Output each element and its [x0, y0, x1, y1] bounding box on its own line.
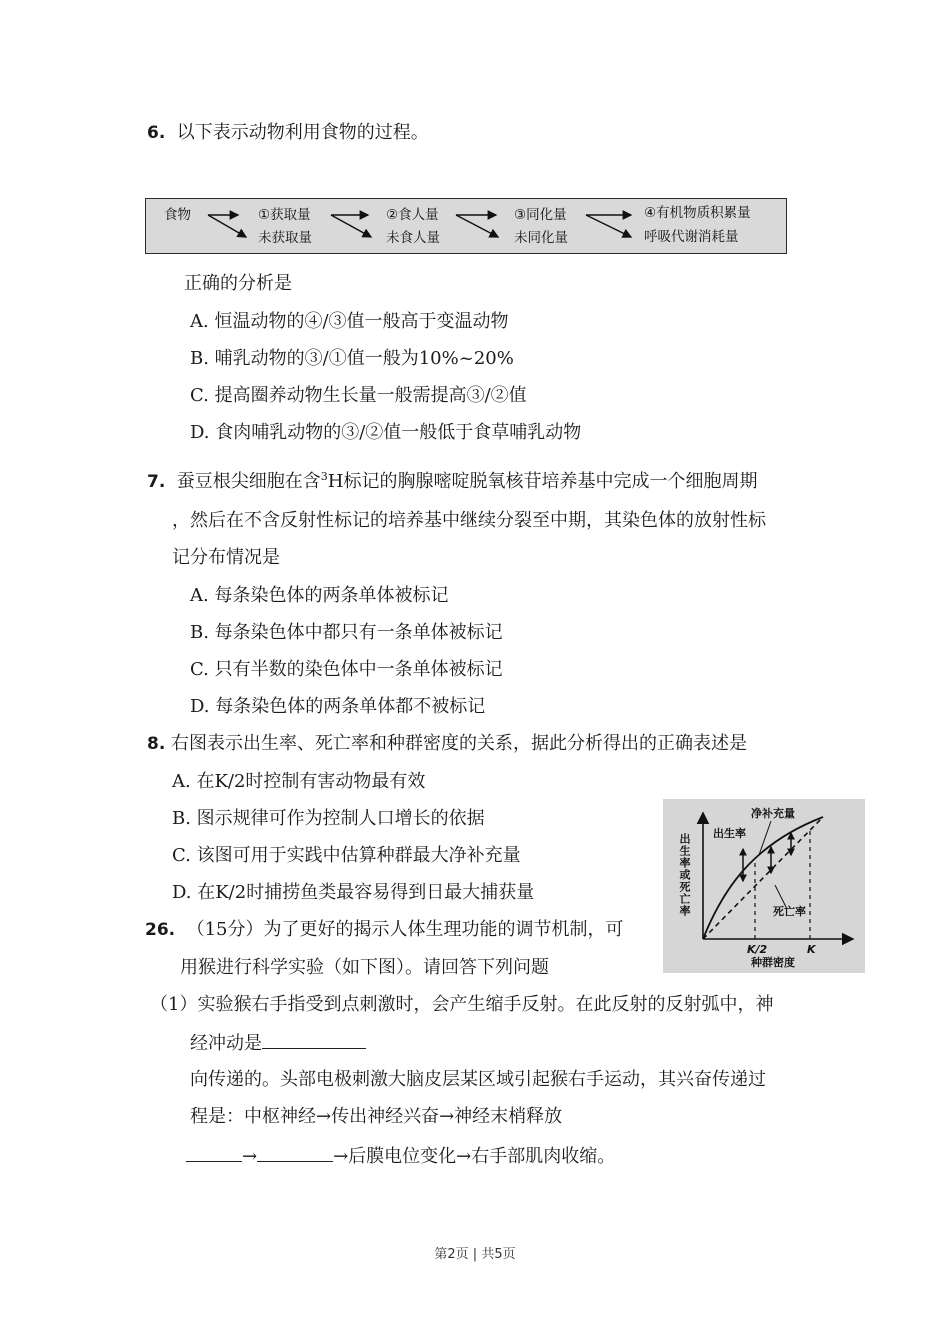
- k-label: K: [807, 943, 816, 956]
- birth-death-rate-graph: [663, 799, 865, 973]
- question-26-part1-line1: （1）实验猴右手指受到点刺激时，会产生缩手反射。在此反射的反射弧中，神: [150, 994, 774, 1015]
- superscript: 3: [320, 470, 328, 483]
- question-text: 经冲动是: [190, 1033, 262, 1054]
- option-8a: A. 在K/2时控制有害动物最有效: [172, 771, 426, 792]
- question-text: 蚕豆根尖细胞在含: [176, 471, 321, 492]
- option-7b: B. 每条染色体中都只有一条单体被标记: [190, 622, 503, 643]
- y-axis-label: 出生率或死亡率: [678, 833, 691, 917]
- node-2b: 未食人量: [386, 230, 440, 246]
- question-number: 6.: [147, 123, 166, 143]
- option-6c: C. 提高圈养动物生长量一般需提高③/②值: [190, 385, 527, 406]
- option-6a: A. 恒温动物的④/③值一般高于变温动物: [190, 311, 509, 332]
- node-1: ①获取量: [258, 207, 311, 223]
- page-footer: 第2页 | 共5页: [434, 1247, 516, 1262]
- option-7d: D. 每条染色体的两条单体都不被标记: [190, 696, 486, 717]
- question-7-stem-line3: 记分布情况是: [172, 547, 280, 568]
- death-rate-label: 死亡率: [773, 905, 806, 918]
- option-8c: C. 该图可用于实践中估算种群最大净补充量: [172, 845, 521, 866]
- x-axis-label: 种群密度: [751, 956, 795, 969]
- option-8d: D. 在K/2时捕捞鱼类最容易得到日最大捕获量: [172, 882, 535, 903]
- question-7-stem: [147, 465, 757, 494]
- question-number: 26.: [145, 920, 176, 940]
- question-text: 以下表示动物利用食物的过程。: [176, 122, 429, 143]
- question-26-part1-line4: 程是：中枢神经→传出神经兴奋→神经末梢释放: [190, 1106, 563, 1127]
- question-number: 7.: [147, 472, 166, 492]
- node-3: ③同化量: [514, 207, 567, 223]
- node-2: ②食人量: [386, 207, 439, 223]
- food-utilization-diagram: [145, 198, 787, 254]
- question-8-stem: [147, 732, 747, 756]
- question-text-cont: H标记的胸腺嘧啶脱氧核苷培养基中完成一个细胞周期: [327, 471, 758, 492]
- question-text: （15分）为了更好的揭示人体生理功能的调节机制，可: [186, 919, 624, 940]
- question-7-stem-line2: ，然后在不含反射性标记的培养基中继续分裂至中期，其染色体的放射性标: [172, 510, 766, 531]
- node-3b: 未同化量: [514, 230, 568, 246]
- question-number: 8.: [147, 734, 166, 754]
- question-text: →后膜电位变化→右手部肌肉收缩。: [333, 1146, 616, 1167]
- arrow-text: →: [242, 1146, 258, 1167]
- option-8b: B. 图示规律可作为控制人口增长的依据: [172, 808, 485, 829]
- net-increment-label: 净补充量: [751, 807, 795, 820]
- birth-rate-label: 出生率: [713, 827, 746, 840]
- question-26-part1-line2: [190, 1030, 366, 1056]
- question-26-stem: [145, 918, 623, 942]
- k-half-label: K/2: [747, 943, 768, 956]
- node-1b: 未获取量: [258, 230, 312, 246]
- option-6b: B. 哺乳动物的③/①值一般为10%~20%: [190, 348, 514, 369]
- option-7a: A. 每条染色体的两条单体被标记: [190, 585, 449, 606]
- question-26-part1-line5: [186, 1143, 615, 1169]
- answer-blank-1[interactable]: [262, 1030, 366, 1049]
- question-26-stem-line2: 用猴进行科学实验（如下图）。请回答下列问题: [180, 957, 549, 978]
- node-4: ④有机物质积累量: [644, 205, 751, 221]
- option-7c: C. 只有半数的染色体中一条单体被标记: [190, 659, 503, 680]
- question-text: 右图表示出生率、死亡率和种群密度的关系，据此分析得出的正确表述是: [171, 733, 748, 754]
- question-6-stem: [147, 121, 429, 145]
- node-4b: 呼吸代谢消耗量: [644, 229, 739, 245]
- answer-blank-3[interactable]: [257, 1143, 333, 1162]
- node-food: 食物: [164, 207, 191, 223]
- answer-blank-2[interactable]: [186, 1143, 242, 1162]
- question-6-prompt: 正确的分析是: [184, 273, 292, 294]
- option-6d: D. 食肉哺乳动物的③/②值一般低于食草哺乳动物: [190, 422, 582, 443]
- question-26-part1-line3: 向传递的。头部电极刺激大脑皮层某区域引起猴右手运动，其兴奋传递过: [190, 1069, 766, 1090]
